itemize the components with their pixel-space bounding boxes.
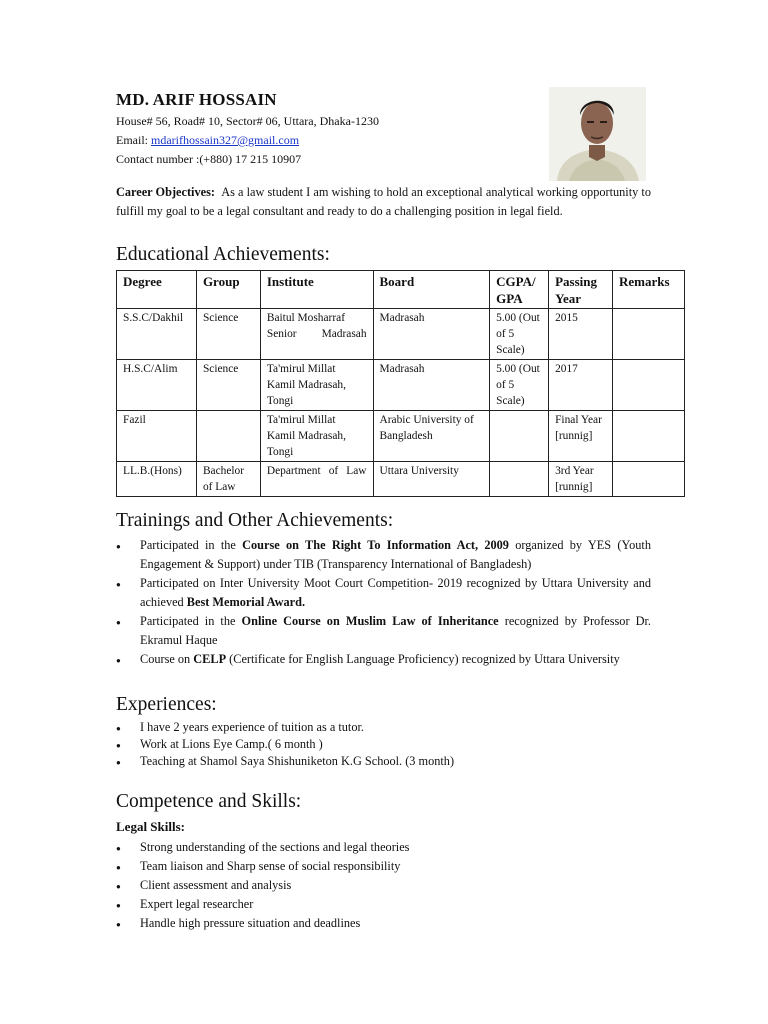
cell-passing-year: 3rd Year [runnig] [549,462,613,497]
cell-remarks [613,462,685,497]
item-text: recognized by Professor Dr. Ekramul Haque [140,614,651,647]
cell-group: Bachelor of Law [196,462,260,497]
item-text: Handle high pressure situation and deadlines [140,916,361,930]
list-item [116,838,651,857]
education-table [116,270,685,497]
cell-passing-year: 2017 [549,360,613,411]
col-header-board: Board [373,271,490,309]
list-item [116,536,651,574]
col-header-institute: Institute [260,271,373,309]
experiences-list [116,719,651,770]
email-line [116,133,299,148]
item-text: Participated in the [140,538,243,552]
item-text: I have 2 years experience of tuition as a tutor. [140,720,364,734]
cell-degree: H.S.C/Alim [117,360,197,411]
cell-cgpa: 5.00 (Out of 5 Scale) [490,360,549,411]
item-highlight: Best Memorial Award. [186,595,306,609]
candidate-name: MD. ARIF HOSSAIN [116,90,277,109]
skills-heading: Competence and Skills: [116,791,302,812]
education-heading: Educational Achievements: [116,244,330,265]
list-item [116,895,651,914]
email-link[interactable]: mdarifhossain327@gmail.com [151,133,300,147]
table-row [117,462,685,497]
cell-degree: Fazil [117,411,197,462]
list-item [116,736,651,753]
cell-group: Science [196,309,260,360]
career-objectives-text: As a law student I am wishing to hold an exceptional analytical working opportunity to fulfill my goal to be a legal consultant and ready to do a challenging position in legal field. [116,185,651,218]
item-text: (Certificate for English Language Proficiency) recognized by Uttara University [226,652,620,666]
bullet-icon: ● [116,741,121,750]
list-item [116,650,651,669]
table-row [117,309,685,360]
list-item [116,876,651,895]
col-header-group: Group [196,271,260,309]
col-header-passing-year: Passing Year [549,271,613,309]
cell-institute: Department of Law [260,462,373,497]
bullet-icon: ● [116,901,121,910]
cell-cgpa [490,411,549,462]
cell-group: Science [196,360,260,411]
list-item [116,753,651,770]
email-label: Email: [116,133,151,147]
cell-remarks [613,309,685,360]
contact-line: Contact number :(+880) 17 215 10907 [116,152,302,166]
cell-board: Madrasah [373,360,490,411]
item-text: Participated on Inter University Moot Court Competition- 2019 recognized by Uttara University and achieved [140,576,651,609]
item-text: Expert legal researcher [140,897,254,911]
bullet-icon: ● [116,882,121,891]
item-text: organized by YES (Youth Engagement & Support) under TIB (Transparency International of Bangladesh) [140,538,651,571]
cell-institute: Baitul Mosharraf Senior Madrasah [260,309,373,360]
item-highlight: CELP [193,652,227,666]
cell-board: Madrasah [373,309,490,360]
bullet-icon: ● [116,580,121,589]
table-row [117,411,685,462]
item-highlight: Online Course on Muslim Law of Inheritance [241,614,499,628]
bullet-icon: ● [116,758,121,767]
cell-board: Arabic University of Bangladesh [373,411,490,462]
item-text: Client assessment and analysis [140,878,292,892]
cell-passing-year: Final Year [runnig] [549,411,613,462]
cell-board: Uttara University [373,462,490,497]
list-item [116,914,651,933]
career-objectives [116,183,651,221]
cell-degree: S.S.C/Dakhil [117,309,197,360]
item-text: Participated in the [140,614,242,628]
skills-list [116,838,651,933]
cell-institute: Ta'mirul Millat Kamil Madrasah, Tongi [260,360,373,411]
career-objectives-label: Career Objectives: [116,185,215,199]
profile-photo [549,87,646,181]
cell-degree: LL.B.(Hons) [117,462,197,497]
bullet-icon: ● [116,863,121,872]
trainings-heading: Trainings and Other Achievements: [116,510,394,531]
table-header-row [117,271,685,309]
item-text: Teaching at Shamol Saya Shishuniketon K.G School. (3 month) [140,754,455,768]
bullet-icon: ● [116,542,121,551]
table-row [117,360,685,411]
experiences-heading: Experiences: [116,694,217,715]
list-item [116,574,651,612]
list-item [116,857,651,876]
item-text: Team liaison and Sharp sense of social responsibility [140,859,401,873]
item-text: Strong understanding of the sections and legal theories [140,840,410,854]
item-text: Work at Lions Eye Camp.( 6 month ) [140,737,323,751]
cell-cgpa: 5.00 (Out of 5 Scale) [490,309,549,360]
bullet-icon: ● [116,724,121,733]
cell-cgpa [490,462,549,497]
col-header-cgpa: CGPA/ GPA [490,271,549,309]
list-item [116,612,651,650]
cell-passing-year: 2015 [549,309,613,360]
portrait-image [549,87,646,181]
bullet-icon: ● [116,844,121,853]
address-line: House# 56, Road# 10, Sector# 06, Uttara, Dhaka-1230 [116,114,379,128]
legal-skills-subheading: Legal Skills: [116,819,185,834]
cell-remarks [613,360,685,411]
list-item [116,719,651,736]
item-text: Course on [140,652,194,666]
item-highlight: Course on The Right To Information Act, 2009 [242,538,509,552]
bullet-icon: ● [116,656,121,665]
cell-group [196,411,260,462]
col-header-degree: Degree [117,271,197,309]
trainings-list [116,536,651,669]
cell-institute: Ta'mirul Millat Kamil Madrasah, Tongi [260,411,373,462]
cell-remarks [613,411,685,462]
bullet-icon: ● [116,920,121,929]
col-header-remarks: Remarks [613,271,685,309]
bullet-icon: ● [116,618,121,627]
